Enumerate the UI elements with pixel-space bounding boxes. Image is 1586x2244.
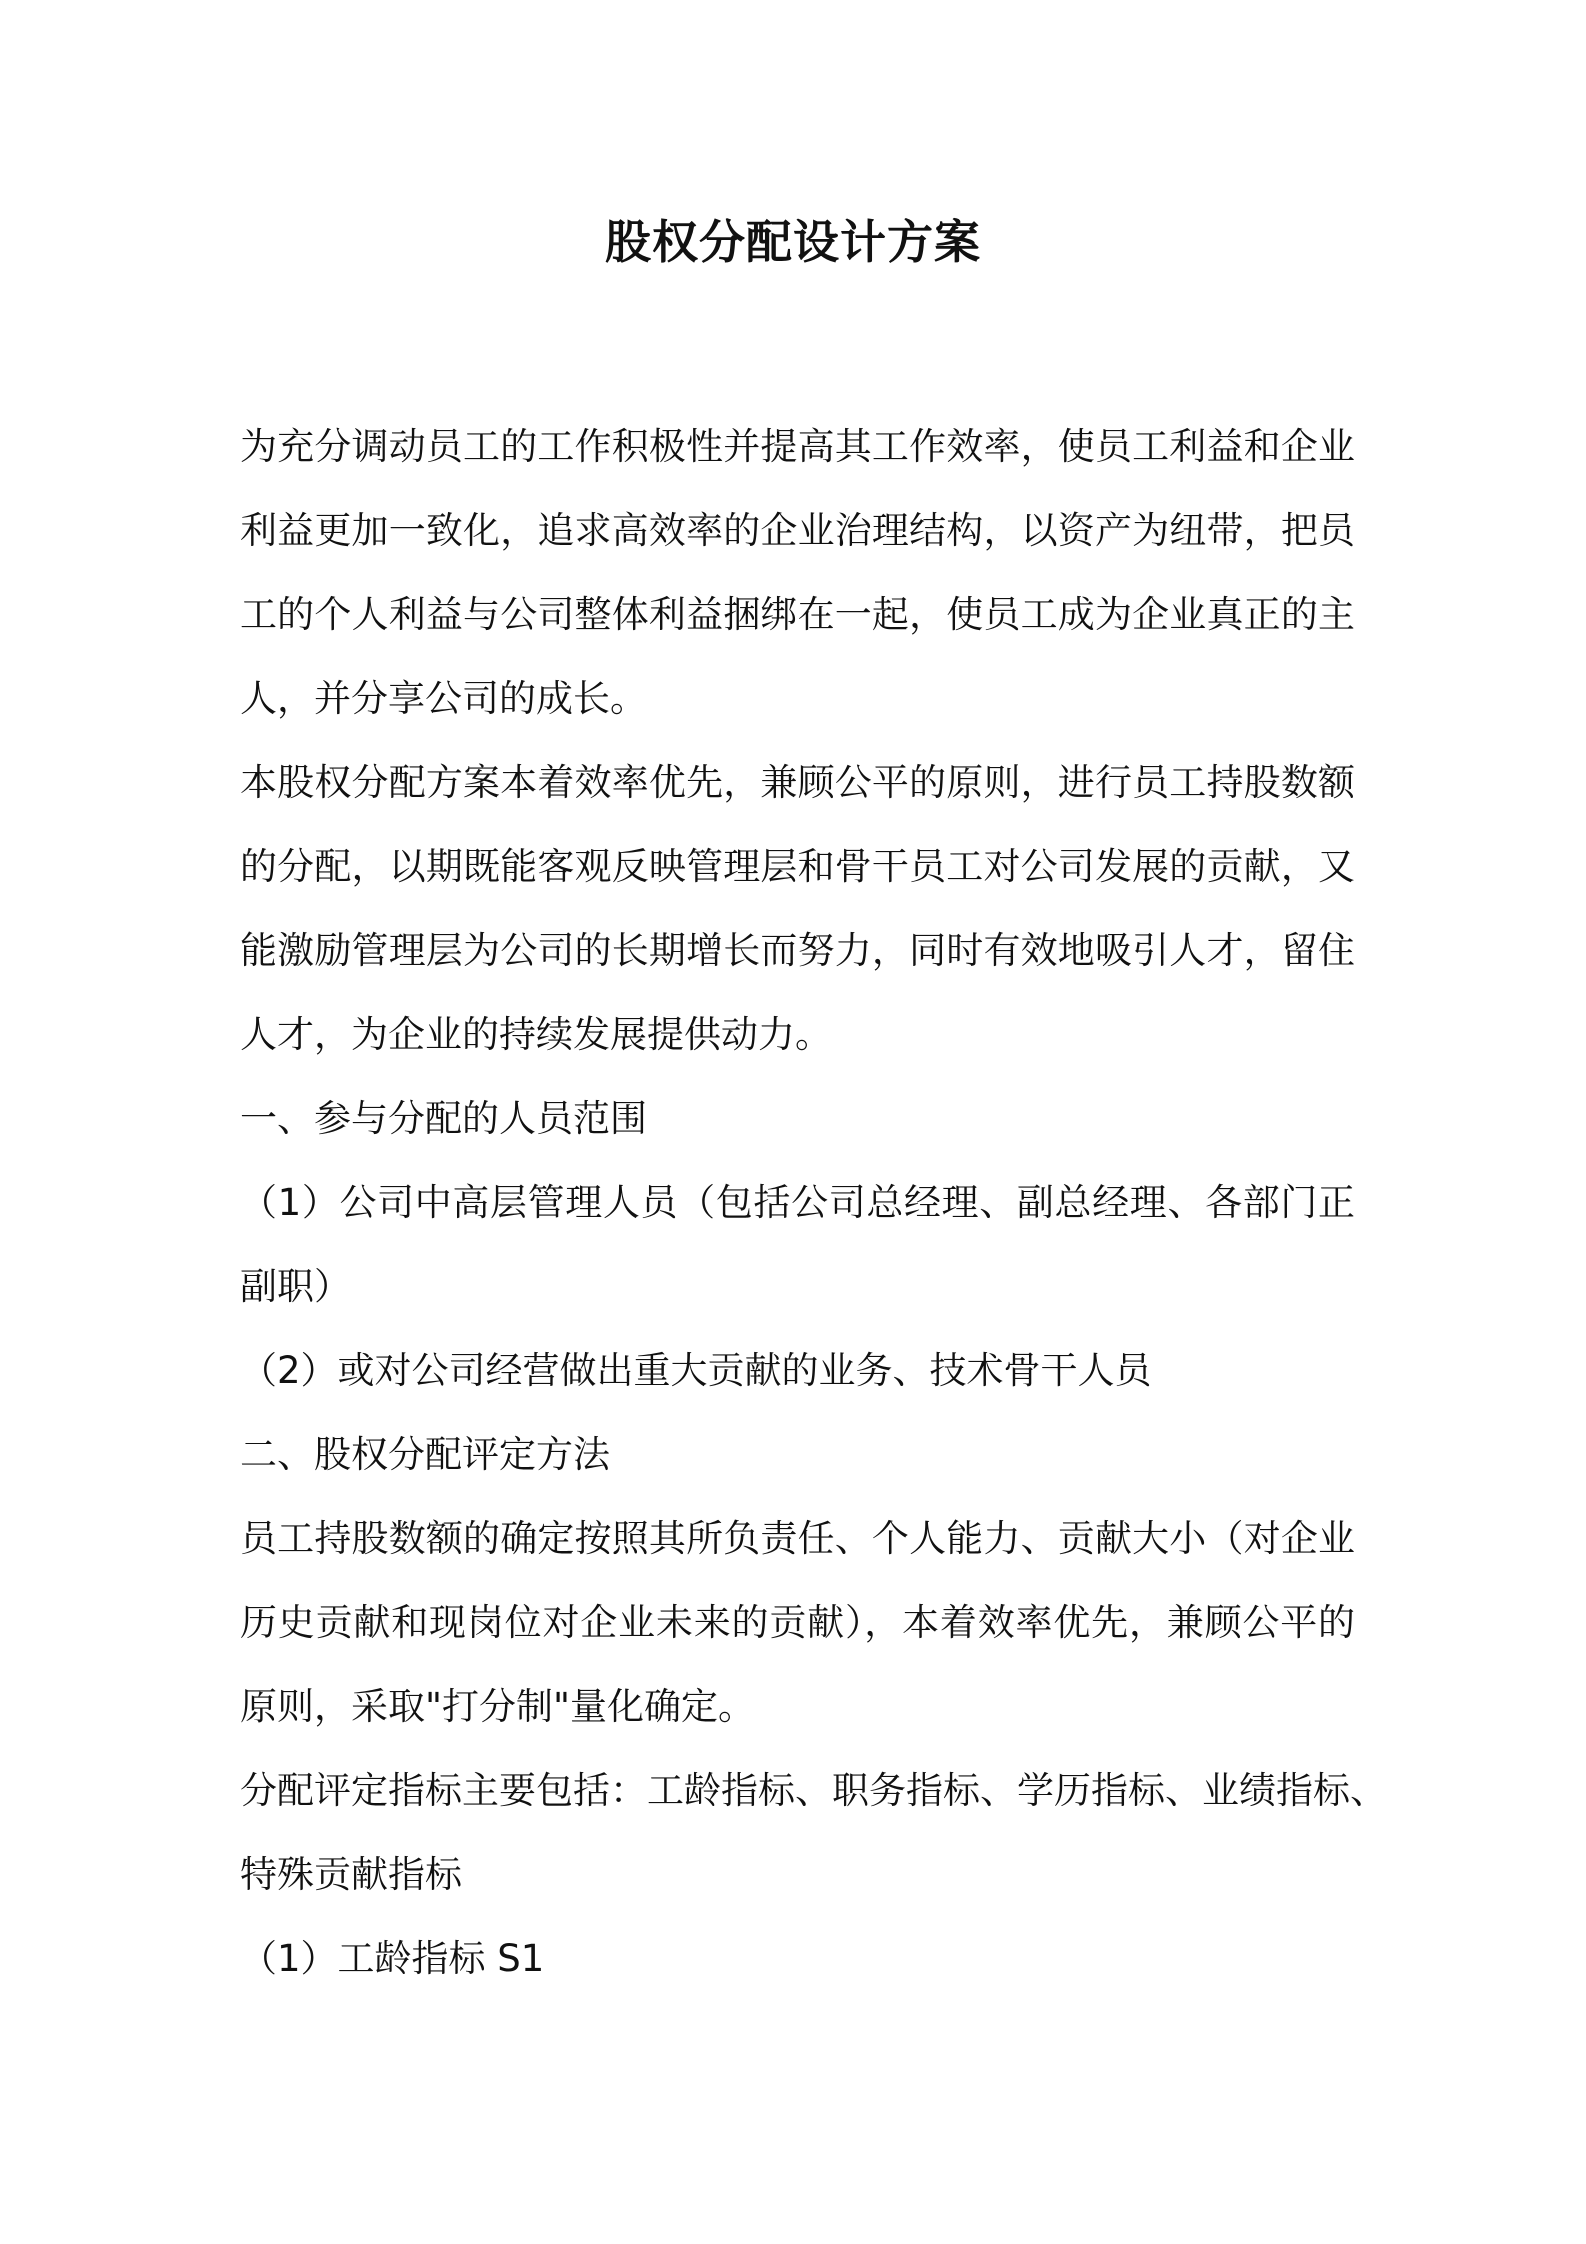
- document-title: 股权分配设计方案: [605, 215, 981, 269]
- intro-paragraph-line-1: 为充分调动员工的工作积极性并提高其工作效率，使员工利益和企业: [240, 425, 1355, 468]
- evaluation-paragraph-line-2: 历史贡献和现岗位对企业未来的贡献），本着效率优先，兼顾公平的: [240, 1601, 1355, 1644]
- intro-paragraph-line-2: 利益更加一致化，追求高效率的企业治理结构，以资产为纽带，把员: [240, 509, 1355, 552]
- principle-paragraph-line-4: 人才，为企业的持续发展提供动力。: [240, 1013, 832, 1056]
- scope-item-1-line-1: （1）公司中高层管理人员（包括公司总经理、副总经理、各部门正: [240, 1181, 1355, 1224]
- indicators-paragraph-line-1: 分配评定指标主要包括：工龄指标、职务指标、学历指标、业绩指标、: [240, 1769, 1387, 1812]
- section-heading-evaluation: 二、股权分配评定方法: [240, 1433, 610, 1476]
- principle-paragraph-line-3: 能激励管理层为公司的长期增长而努力，同时有效地吸引人才，留住: [240, 929, 1355, 972]
- section-heading-scope: 一、参与分配的人员范围: [240, 1097, 647, 1140]
- evaluation-paragraph-line-1: 员工持股数额的确定按照其所负责任、个人能力、贡献大小（对企业: [240, 1517, 1355, 1560]
- scope-item-1-line-2: 副职）: [240, 1265, 351, 1308]
- document-body: [240, 405, 1387, 2001]
- intro-paragraph-line-3: 工的个人利益与公司整体利益捆绑在一起，使员工成为企业真正的主: [240, 593, 1355, 636]
- scope-item-2: （2）或对公司经营做出重大贡献的业务、技术骨干人员: [240, 1349, 1152, 1392]
- principle-paragraph-line-1: 本股权分配方案本着效率优先，兼顾公平的原则，进行员工持股数额: [240, 761, 1355, 804]
- indicator-item-s1: （1）工龄指标 S1: [240, 1937, 545, 1980]
- principle-paragraph-line-2: 的分配，以期既能客观反映管理层和骨干员工对公司发展的贡献，又: [240, 845, 1355, 888]
- indicators-paragraph-line-2: 特殊贡献指标: [240, 1853, 462, 1896]
- evaluation-paragraph-line-3: 原则，采取"打分制"量化确定。: [240, 1685, 756, 1728]
- intro-paragraph-line-4: 人，并分享公司的成长。: [240, 677, 647, 720]
